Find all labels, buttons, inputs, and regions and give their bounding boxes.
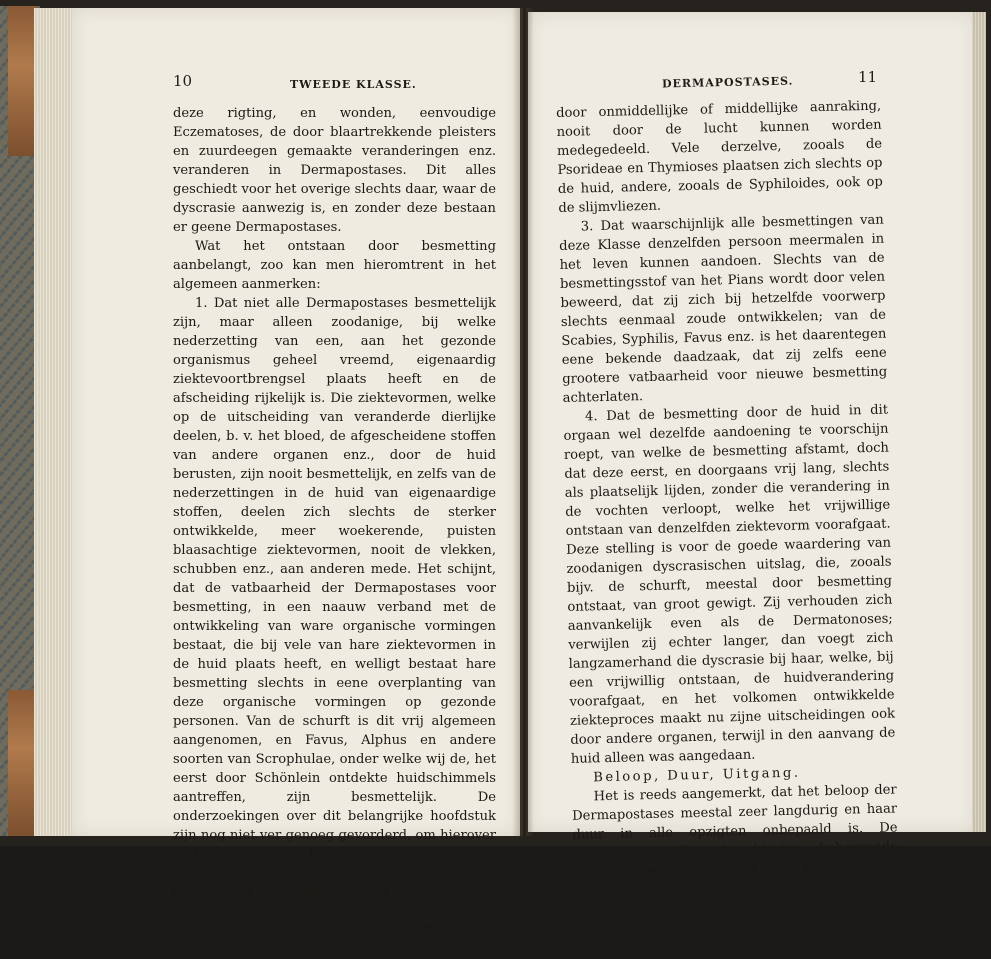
right-page-text [556, 97, 899, 902]
right-paragraph-2: 3. Dat waarschijnlijk alle besmettingen van deze Klasse denzelfden persoon meermalen in het leven kunnen aandoen. Slechts van de besmettingsstof van het Pians wordt door velen beweerd, dat zij zich bij hetzelfde voorwerp slechts eenmaal zoude ontwikkelen; van de Scabies, Syphilis, Favus enz. is het daarentegen eene bekende daadzaak, dat zij zelfs eene grootere vatbaarheid voor nieuwe besmetting achterlaten. [559, 212, 888, 406]
right-page-edges [972, 12, 986, 832]
left-paragraph-4: 2. Dat de besmettingsstoffen der Dermapostases slechts [173, 923, 496, 957]
left-paragraph-3: 1. Dat niet alle Dermapostases besmettelijk zijn, maar alleen zoodanige, bij welke nederzetting van een, aan het gezonde organismus geheel vreemd, eigenaardig ziektevoortbrengsel plaats heeft en de afscheiding rijkelijk is. Die ziektevormen, welke op de uitscheiding van veranderde dierlijke deelen, b. v. het bloed, de afgescheidene stoffen van andere organen enz., door de huid berusten, zijn nooit besmettelijk, en zelfs van de nederzettingen in de huid van eigenaardige stoffen, deelen zich slechts de sterker ontwikkelde, meer woekerende, puisten blaasachtige ziektevormen, nooit de vlekken, schubben enz., aan anderen mede. Het schijnt, dat de vatbaarheid der Dermapostases voor besmetting, in een naauw verband met de ontwikkeling van ware organische vormingen bestaat, die bij vele van hare ziektevormen in de huid plaats heeft, en welligt bestaat hare besmetting slechts in eene overplanting van deze organische vormingen op gezonde personen. Van de schurft is dit vrij algemeen aangenomen, en Favus, Alphus en andere soorten van Scrophulae, onder welke wij de, het eerst door Schönlein ontdekte huidschimmels aantreffen, zijn besmettelijk. De onderzoekingen over dit belangrijke hoofdstuk zijn nog niet ver genoeg gevorderd, om hierover met zekerheid te kunnen oordeelen; welligt vinden wij echter met der tijd in alle besmettelijke Dermapostases dieren of plantaardige gewassen. [173, 296, 496, 919]
right-section-heading: Beloop, Duur, Uitgang. [593, 765, 801, 786]
right-page-number: 11 [858, 68, 878, 86]
right-running-head: DERMAPOSTASES. [661, 74, 794, 91]
left-page-number: 10 [173, 72, 193, 90]
left-page-edges [34, 8, 74, 836]
left-page-text [173, 104, 496, 959]
left-paragraph-2: Wat het ontstaan door besmetting aanbelangt, zoo kan men hieromtrent in het algemeen aanmerken: [173, 239, 496, 292]
right-paragraph-3: 4. Dat de besmetting door de huid in dit orgaan wel dezelfde aandoening te voorschijn roept, van welke de besmetting afstamt, doch dat deze eerst, en doorgaans vrij lang, slechts als plaatselijk lijden, zonder die verandering in de vochten verloopt, welke het vrijwillige ontstaan van denzelfden ziektevorm voorafgaat. Deze stelling is voor de goede waardering van zoodanigen dyscrasischen uitslag, die, zooals bijv. de schurft, meestal door besmetting ontstaat, van groot gewigt. Zij verhouden zich aanvankelijk even als de Dermatonoses; verwijlen zij echter langer, dan voegt zich langzamerhand die dyscrasie bij haar, welke, bij een vrijwillig ontstaan, de huidverandering voorafgaat, en het volkomen ontwikkelde ziekteproces maakt nu zijne uitscheidingen ook door andere organen, terwijl in den aanvang de huid alleen was aangedaan. [563, 402, 896, 767]
right-paragraph-1: door onmiddellijke of middellijke aanraking, nooit door de lucht kunnen worden medegedeeld. Vele derzelve, zooals de Psorideae en Thymioses plaatsen zich slechts op de huid, andere, zooals de Syphiloides, ook op de slijmvliezen. [556, 98, 884, 216]
left-running-head: TWEEDE KLASSE. [290, 78, 417, 91]
book-gutter [512, 8, 534, 836]
left-paragraph-1: deze rigting, en wonden, eenvoudige Eczematoses, de door blaartrekkende pleisters en zuurdeegen gemaakte veranderingen enz. veranderen in Dermapostases. Dit alles geschiedt voor het overige slechts daar, waar de dyscrasie aanwezig is, en zonder deze bestaan er geene Dermapostases. [173, 106, 496, 235]
right-paragraph-4: Het is reeds aangemerkt, dat het beloop der Dermapostases meestal zeer langdurig en haar duur in alle opzigten onbepaald is. De uitgangen, welke de hiertoe behoorende ziektevormen en Familiën kunnen maken, zijn in het algemeen de volgende: [571, 782, 899, 900]
